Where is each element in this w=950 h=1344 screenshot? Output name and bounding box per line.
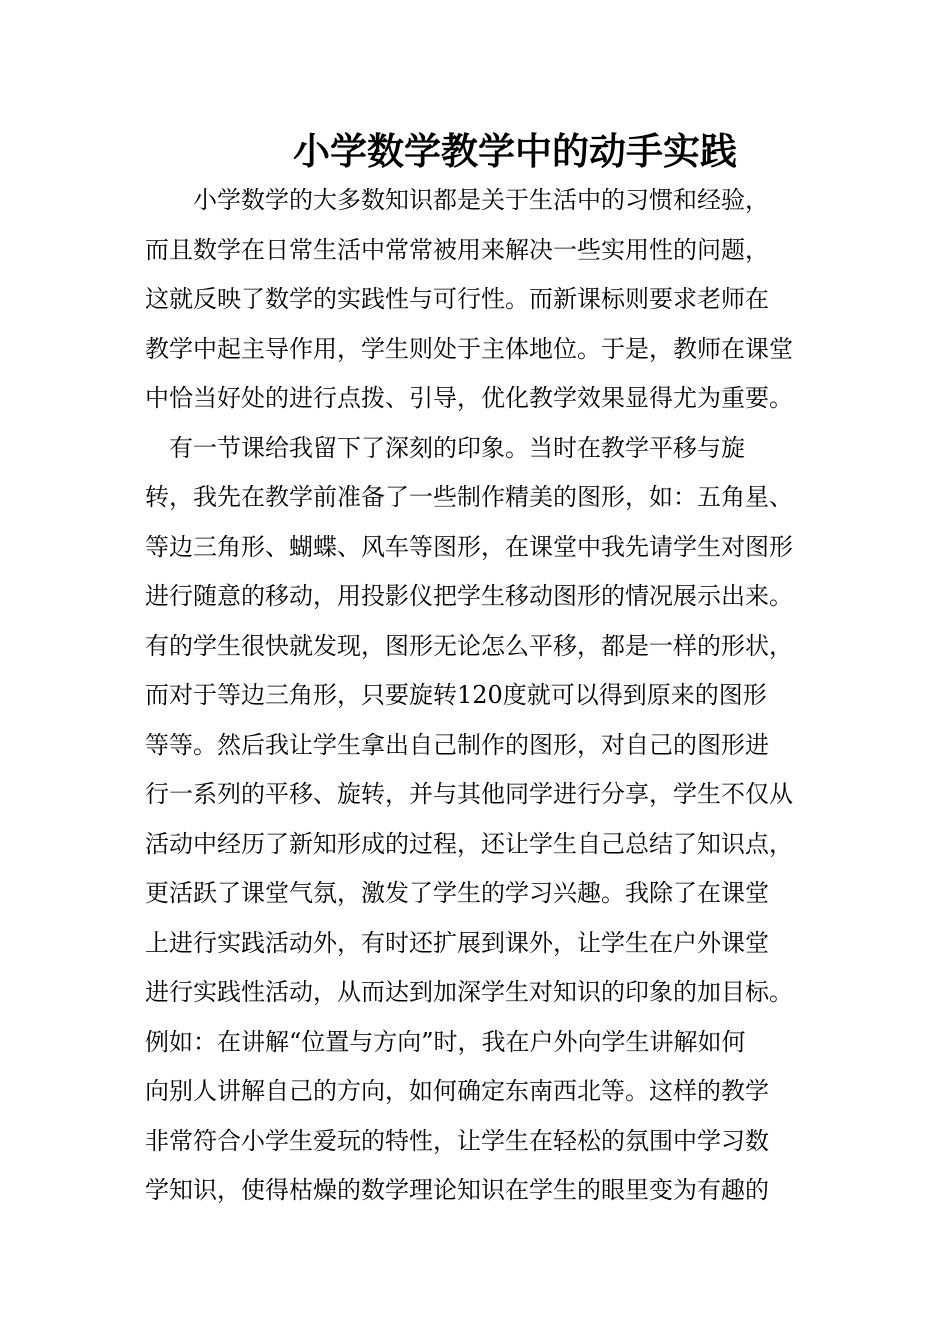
body-line: 等边三角形、蝴蝶、风车等图形，在课堂中我先请学生对图形 [145,532,793,561]
body-line: 活动中经历了新知形成的过程，还让学生自己总结了知识点， [145,829,793,858]
body-line: 转，我先在教学前准备了一些制作精美的图形，如：五角星、 [145,483,793,511]
body-line: 等等。然后我让学生拿出自己制作的图形，对自己的图形进 [145,730,769,759]
body-line: 教学中起主导作用，学生则处于主体地位。于是，教师在课堂 [145,334,793,363]
body-line: 有的学生很快就发现，图形无论怎么平移，都是一样的形状， [145,631,793,660]
body-line: 行一系列的平移、旋转，并与其他同学进行分享，学生不仅从 [145,780,793,808]
body-line: 小学数学的大多数知识都是关于生活中的习惯和经验， [145,186,769,214]
body-line: 学知识，使得枯燥的数学理论知识在学生的眼里变为有趣的 [145,1176,769,1204]
body-line: 向别人讲解自己的方向，如何确定东南西北等。这样的教学 [145,1077,769,1105]
document-title: 小学数学教学中的动手实践 [293,129,737,173]
body-line: 上进行实践活动外，有时还扩展到课外，让学生在户外课堂 [145,928,769,957]
body-line: 而且数学在日常生活中常常被用来解决一些实用性的问题， [145,235,769,264]
body-line: 这就反映了数学的实践性与可行性。而新课标则要求老师在 [145,285,769,313]
body-line: 进行实践性活动，从而达到加深学生对知识的印象的加目标。 [145,978,793,1006]
body-line: 进行随意的移动，用投影仪把学生移动图形的情况展示出来。 [145,582,793,610]
document-body [145,176,825,1216]
body-line: 而对于等边三角形，只要旋转120度就可以得到原来的图形 [145,681,767,709]
body-line: 有一节课给我留下了深刻的印象。当时在教学平移与旋 [145,433,745,462]
body-line: 中恰当好处的进行点拨、引导，优化教学效果显得尤为重要。 [145,384,793,412]
body-line: 非常符合小学生爱玩的特性，让学生在轻松的氛围中学习数 [145,1126,769,1155]
body-line: 更活跃了课堂气氛，激发了学生的学习兴趣。我除了在课堂 [145,879,769,907]
body-line: 例如：在讲解“位置与方向”时，我在户外向学生讲解如何 [145,1027,746,1056]
